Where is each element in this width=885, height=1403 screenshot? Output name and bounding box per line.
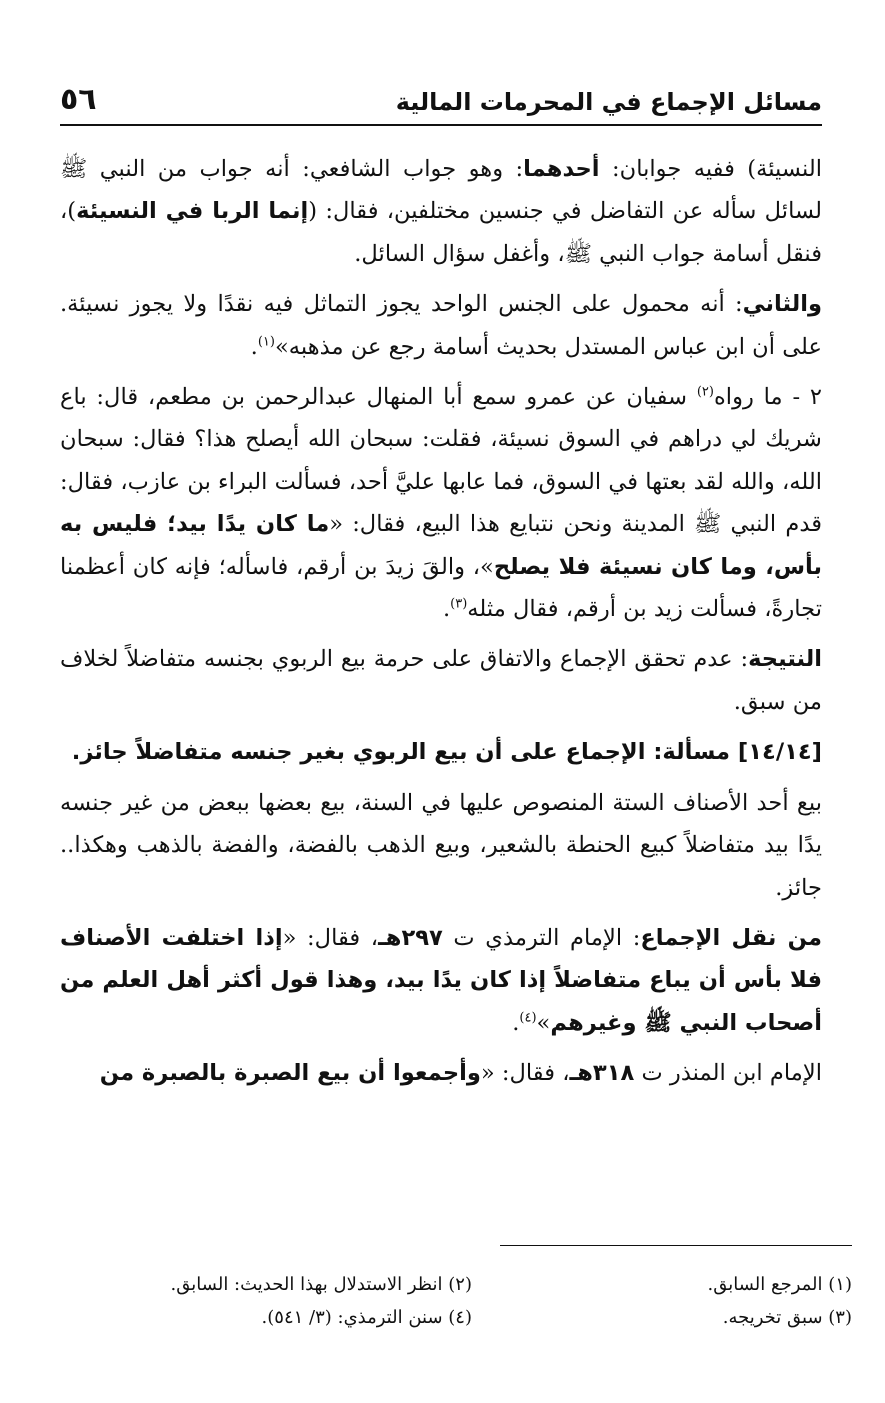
- text-run: »: [536, 1009, 551, 1036]
- paragraph-1: [60, 148, 822, 275]
- text-run: )، فنقل أسامة جواب النبي ﷺ، وأغفل سؤال السائل.: [60, 198, 822, 267]
- paragraph-8: [60, 1052, 822, 1094]
- page-header: [60, 82, 822, 122]
- bold-term: من نقل الإجماع: [640, 924, 823, 951]
- footnote-4: (٤) سنن الترمذي: (٣/ ٥٤١).: [261, 1307, 472, 1328]
- bold-quote: إذا اختلفت الأصناف فلا بأس أن يباع متفاضلاً إذا كان يدًا بيد، وهذا قول أكثر أهل العلم من أصحاب النبي ﷺ وغيرهم: [60, 924, 822, 1036]
- footnote-3: (٣) سبق تخريجه.: [722, 1307, 852, 1328]
- text-run: : عدم تحقق الإجماع والاتفاق على حرمة بيع الربوي بجنسه متفاضلاً لخلاف من سبق.: [60, 646, 822, 715]
- footnote-2: (٢) انظر الاستدلال بهذا الحديث: السابق.: [170, 1274, 472, 1295]
- text-run: : وهو جواب الشافعي: أنه جواب من النبي ﷺ لسائل سأله عن التفاضل في جنسين مختلفين، فقال: (: [60, 156, 822, 225]
- text-run: .: [512, 1009, 520, 1036]
- text-run: بيع أحد الأصناف الستة المنصوص عليها في السنة، بيع بعضها ببعض من غير جنسه يدًا بيد متفاضلاً كبيع الحنطة بالشعير، وبيع الذهب بالفضة، والفضة بالذهب وهكذا.. جائز.: [60, 789, 822, 901]
- footnote-ref: (١): [257, 334, 275, 350]
- bold-quote: ما كان يدًا بيد؛ فليس به بأس، وما كان نسيئة فلا يصلح: [60, 511, 822, 580]
- footnotes: [60, 1268, 852, 1348]
- text-run: النسيئة) ففيه جوابان:: [599, 156, 823, 182]
- text-run: : الإمام الترمذي ت: [442, 924, 641, 951]
- bold-quote: وأجمعوا أن بيع الصبرة بالصبرة من: [99, 1060, 481, 1087]
- bold-date: ٢٩٧هـ: [378, 924, 443, 951]
- paragraph-6: [60, 782, 822, 909]
- header-rule: [60, 124, 822, 126]
- bold-term: أحدهما: [523, 156, 600, 182]
- bold-term: النتيجة: [748, 646, 822, 673]
- paragraph-3: [60, 376, 822, 630]
- paragraph-2: [60, 283, 822, 368]
- footnote-rule: [500, 1245, 852, 1246]
- page-number: ٥٦: [60, 82, 97, 117]
- text-run: الإمام ابن المنذر ت: [634, 1060, 822, 1087]
- footnote-1: (١) المرجع السابق.: [707, 1274, 852, 1295]
- text-run: »، والقَ زيدَ بن أرقم، فاسأله؛ فإنه كان أعظمنا تجارةً، فسألت زيد بن أرقم، فقال مثله: [60, 553, 822, 623]
- main-text: [60, 148, 822, 1095]
- bold-term: والثاني: [742, 291, 822, 318]
- paragraph-4: [60, 638, 822, 723]
- running-title: مسائل الإجماع في المحرمات المالية: [395, 88, 822, 116]
- issue-heading: [١٤/١٤] مسألة: الإجماع على أن بيع الربوي بغير جنسه متفاضلاً جائز.: [71, 739, 822, 766]
- text-run: ، فقال: «: [282, 924, 379, 951]
- text-run: : أنه محمول على الجنس الواحد يجوز التماثل فيه نقدًا ولا يجوز نسيئة. على أن ابن عباس المستدل بحديث أسامة رجع عن مذهبه»: [60, 291, 822, 360]
- text-run: سفيان عن عمرو سمع أبا المنهال عبدالرحمن بن مطعم، قال: باع شريك لي دراهم في السوق نسيئة، فقلت: سبحان الله أيصلح هذا؟ فقال: سبحان الله، والله لقد بعتها في السوق، فما عابها عليَّ أحد، فسألت البراء بن عازب، فقال: قدم النبي ﷺ المدينة ونحن نتبايع هذا البيع، فقال: «: [60, 384, 822, 538]
- section-heading: [60, 731, 822, 773]
- text-run: .: [442, 596, 451, 623]
- text-run: ٢ - ما رواه: [713, 384, 822, 411]
- footnote-ref: (٣): [450, 596, 468, 612]
- paragraph-7: [60, 917, 822, 1044]
- bold-quote: إنما الربا في النسيئة: [76, 198, 309, 225]
- footnote-ref: (٤): [519, 1010, 537, 1026]
- text-run: .: [250, 333, 258, 360]
- bold-date: ٣١٨هـ: [569, 1060, 635, 1087]
- text-run: ، فقال: «: [480, 1060, 570, 1087]
- footnote-ref: (٢): [696, 384, 714, 400]
